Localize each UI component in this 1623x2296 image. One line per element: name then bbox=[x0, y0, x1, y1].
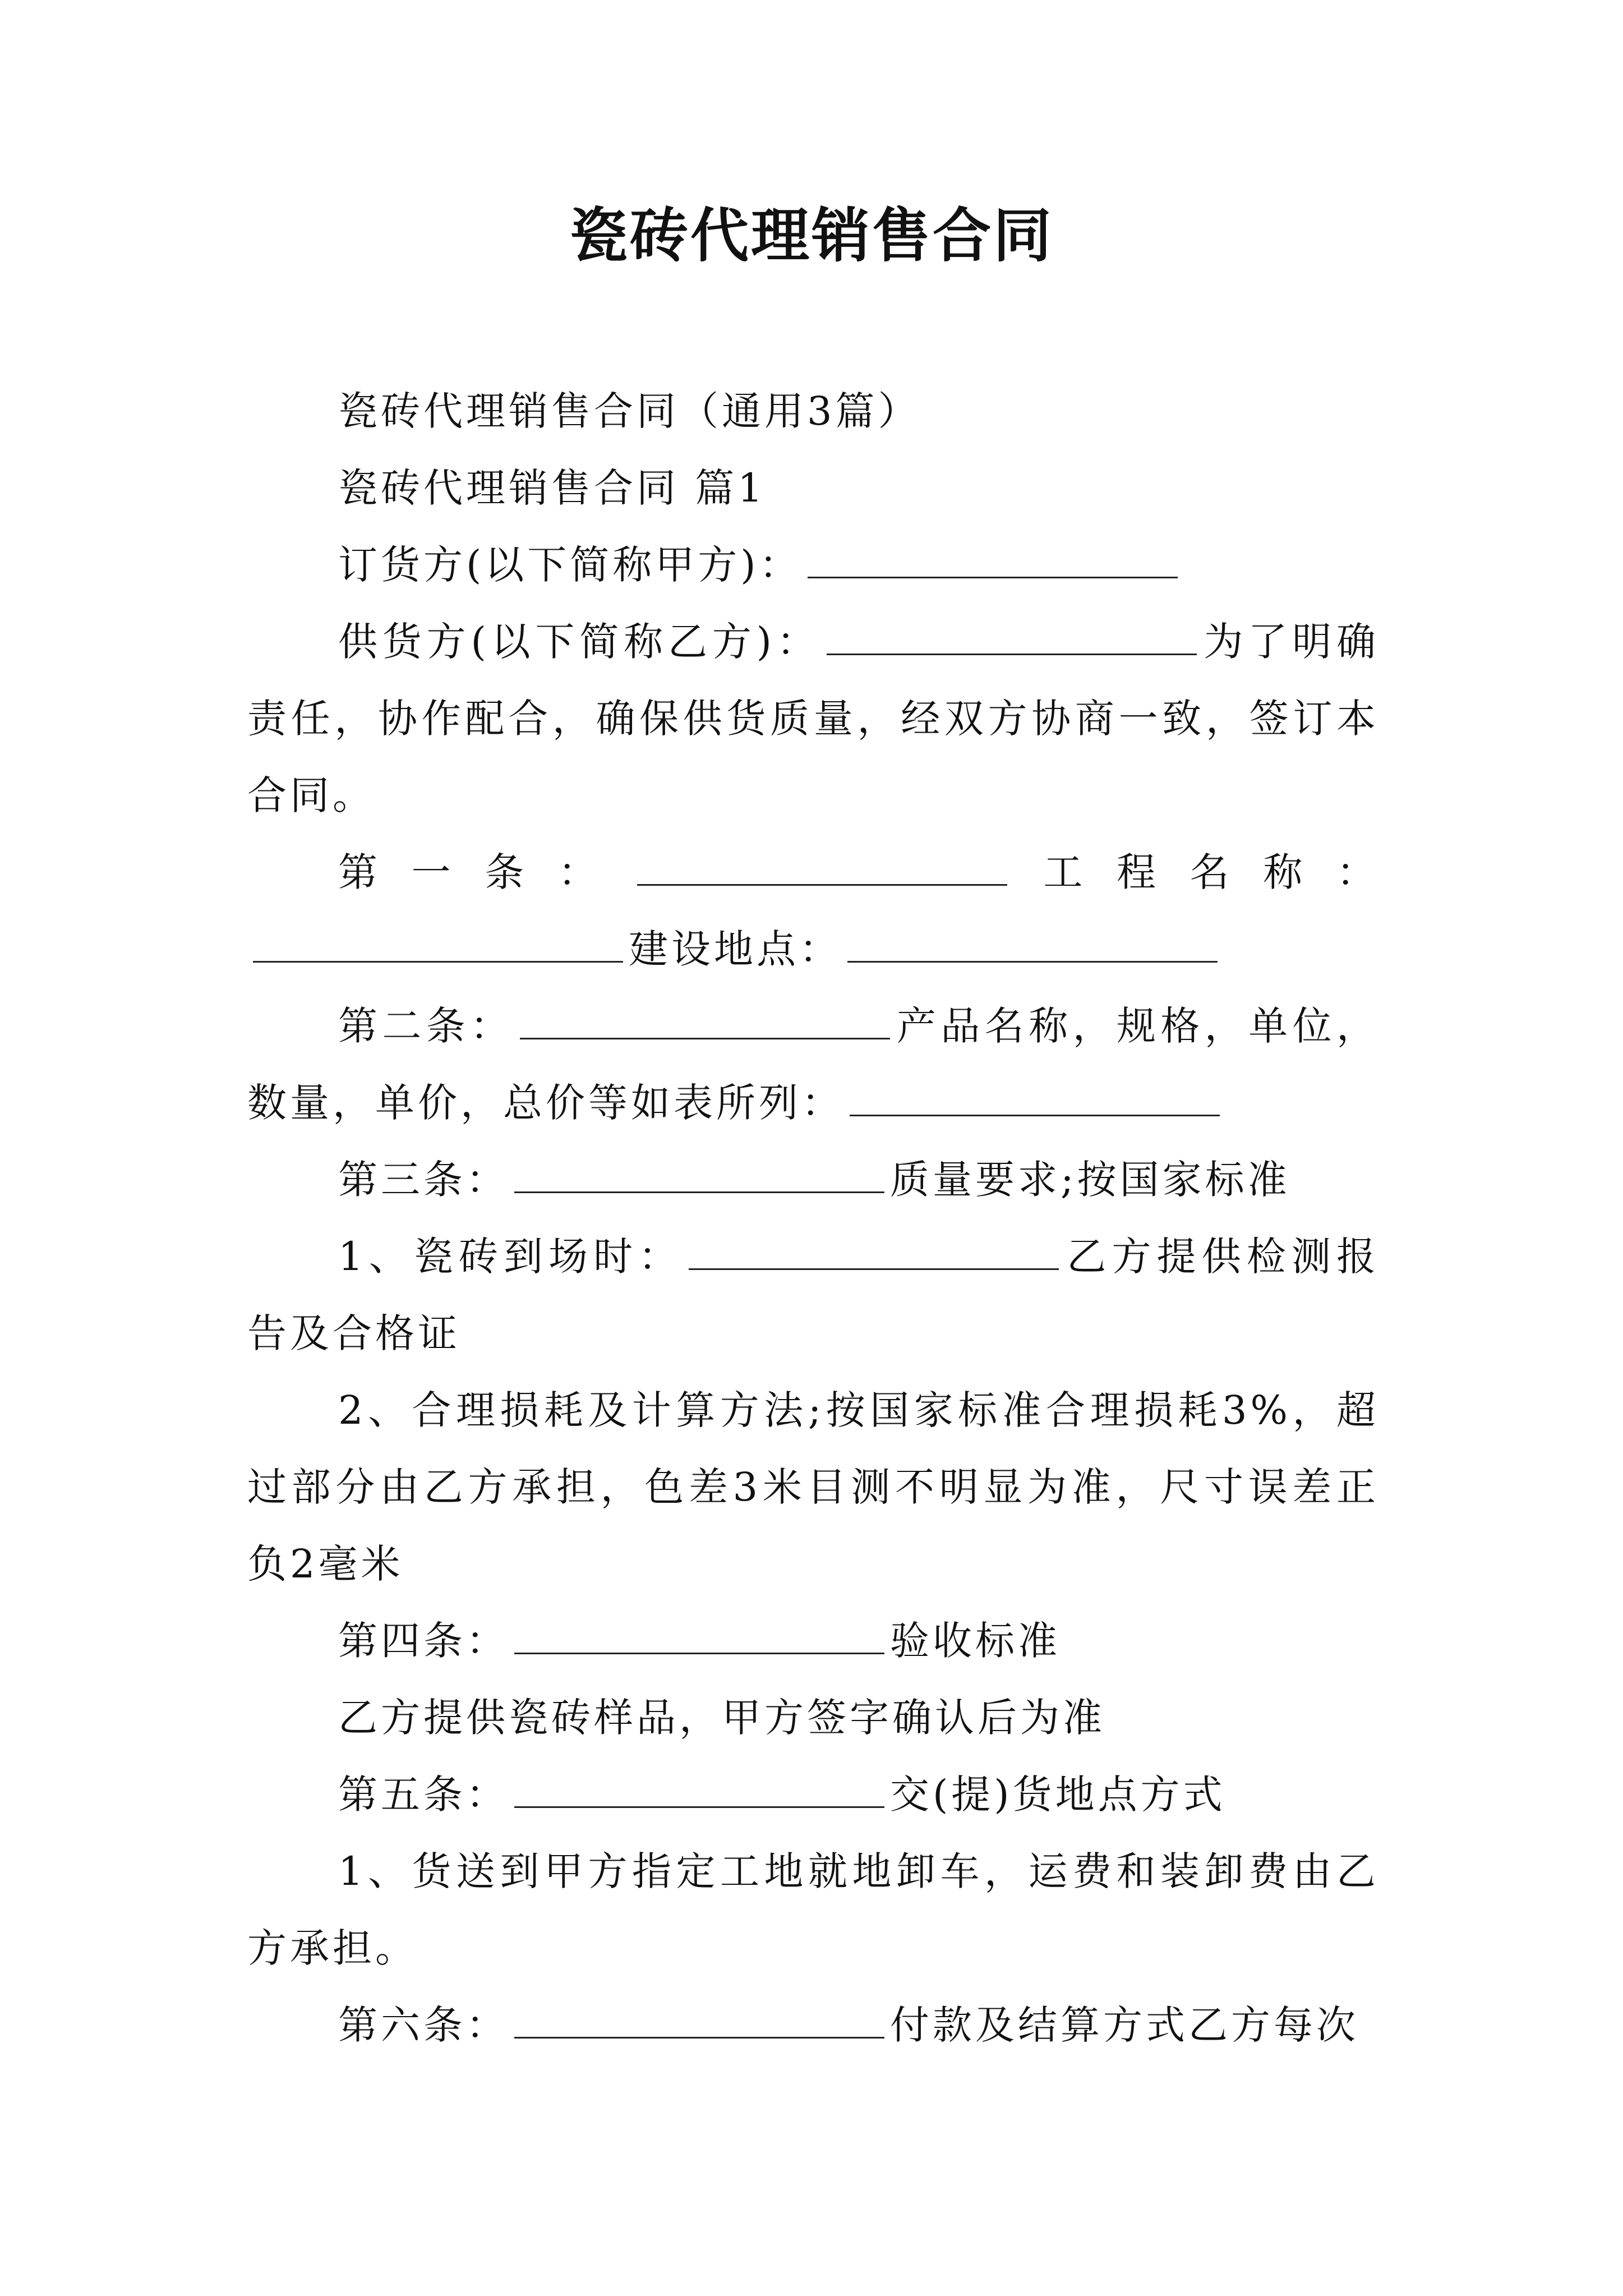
supplier-blank bbox=[827, 620, 1197, 655]
location-blank bbox=[847, 927, 1218, 963]
paragraph-item-2: 2、合理损耗及计算方法;按国家标准合理损耗3%，超过部分由乙方承担，色差3米目测不明显为准，尺寸误差正负2毫米 bbox=[247, 1387, 1379, 1587]
paragraph-article-5 bbox=[247, 1756, 1379, 1833]
paragraph-article-1 bbox=[247, 834, 1379, 988]
item-1-label: 1、瓷砖到场时： bbox=[338, 1234, 684, 1280]
article-5-text: 交(提)货地点方式 bbox=[890, 1772, 1226, 1818]
article-3-blank bbox=[514, 1158, 884, 1193]
article-4-label: 第四条： bbox=[338, 1618, 509, 1664]
location-label: 建设地点： bbox=[629, 926, 842, 972]
article-3-label: 第三条： bbox=[338, 1157, 509, 1203]
paragraph-subtitle: 瓷砖代理销售合同（通用3篇） bbox=[338, 388, 921, 434]
document-title: 瓷砖代理销售合同 bbox=[569, 201, 1054, 270]
paragraph-article-4 bbox=[247, 1603, 1379, 1680]
paragraph-article-3 bbox=[247, 1142, 1379, 1218]
buyer-blank bbox=[808, 543, 1178, 578]
article-1-label: 第一条： bbox=[338, 849, 631, 895]
supplier-text: 为了明确责任，协作配合，确保供货质量，经双方协商一致，签订本合同。 bbox=[247, 619, 1379, 818]
item-1-blank bbox=[689, 1235, 1059, 1270]
project-name-blank bbox=[253, 927, 623, 963]
article-6-label: 第六条： bbox=[338, 2002, 509, 2048]
paragraph-item-1 bbox=[247, 1218, 1379, 1372]
item-1-text: 乙方提供检测报告及合格证 bbox=[247, 1234, 1379, 1356]
paragraph-article-6 bbox=[247, 1987, 1379, 2064]
article-6-blank bbox=[514, 2003, 884, 2039]
article-3-text: 质量要求;按国家标准 bbox=[890, 1157, 1290, 1203]
supplier-label: 供货方(以下简称乙方)： bbox=[338, 619, 821, 665]
article-4-text: 验收标准 bbox=[890, 1618, 1061, 1664]
paragraph-buyer bbox=[247, 527, 1379, 604]
article-2-text: 产品名称，规格，单位，数量，单价，总价等如表所列： bbox=[247, 1003, 1380, 1126]
article-5-blank bbox=[514, 1773, 884, 1808]
buyer-label: 订货方(以下简称甲方)： bbox=[338, 542, 802, 588]
article-2-blank bbox=[520, 1004, 890, 1039]
article-1-blank bbox=[637, 850, 1007, 886]
paragraph-supplier bbox=[247, 604, 1379, 834]
article-6-text: 付款及结算方式乙方每次 bbox=[890, 2002, 1359, 2048]
document-body bbox=[247, 373, 1379, 2064]
paragraph-sample: 乙方提供瓷砖样品，甲方签字确认后为准 bbox=[338, 1695, 1105, 1741]
project-name-label: 工程名称： bbox=[1012, 849, 1380, 895]
article-4-blank bbox=[514, 1619, 884, 1654]
article-2-tail-blank bbox=[850, 1081, 1220, 1116]
paragraph-article-2 bbox=[247, 988, 1379, 1142]
article-5-label: 第五条： bbox=[338, 1772, 509, 1818]
paragraph-section-heading: 瓷砖代理销售合同 篇1 bbox=[338, 465, 766, 511]
article-2-label: 第二条： bbox=[338, 1003, 514, 1049]
paragraph-delivery: 1、货送到甲方指定工地就地卸车，运费和装卸费由乙方承担。 bbox=[247, 1848, 1379, 1971]
